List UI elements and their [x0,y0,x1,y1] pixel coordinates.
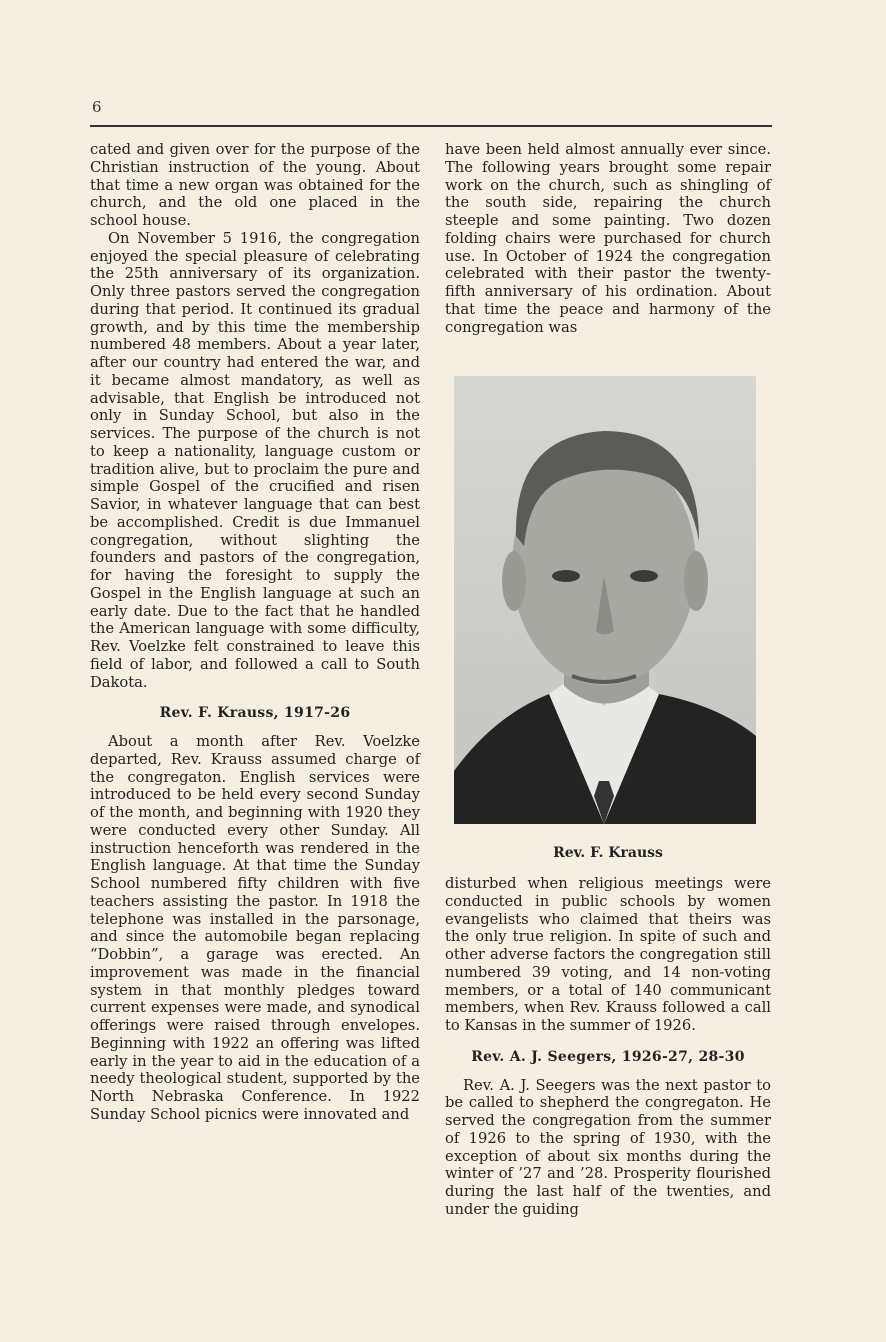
page-number: 6 [92,98,102,116]
paragraph: have been held almost annually ever since. The following years brought some repair work on the church, such as shingling of the south side, repairing the church steeple and some painting. Two dozen folding chairs were purchased for church use. In October of 1924 the congregation celebrated with their pastor the twenty-fifth anniversary of his ordination. About that time the peace and harmony of the congregation was [445,141,771,336]
right-column-top [445,141,771,336]
paragraph: Rev. A. J. Seegers was the next pastor to be called to shepherd the congregaton. He served the congregation from the summer of 1926 to the spring of 1930, with the exception of about six months during the winter of ’27 and ’28. Prosperity flourished during the last half of the twenties, and under the guiding [445,1076,771,1218]
paragraph: About a month after Rev. Voelzke departed, Rev. Krauss assumed charge of the congregaton. English services were introduced to be held every second Sunday of the month, and beginning with 1920 they were conducted every other Sunday. All instruction henceforth was rendered in the English language. At that time the Sunday School numbered fifty children with five teachers assisting the pastor. In 1918 the telephone was installed in the parsonage, and since the automobile began replacing “Dobbin”, a garage was erected. An improvement was made in the financial system in that monthly pledges toward current expenses were made, and synodical offerings were raised through envelopes. Beginning with 1922 an offering was lifted early in the year to aid in the education of a needy theological student, supported by the North Nebraska Conference. In 1922 Sunday School picnics were innovated and [90,733,420,1123]
left-column [90,141,420,1124]
right-column-bottom [445,875,771,1219]
section-heading: Rev. A. J. Seegers, 1926-27, 28-30 [471,1048,745,1065]
photo-caption: Rev. F. Krauss [553,845,663,861]
portrait-photo [454,376,756,824]
paragraph: disturbed when religious meetings were conducted in public schools by women evangelists who claimed that theirs was the only true religion. In spite of such and other adverse factors the congregation still numbered 39 voting, and 14 non-voting members, or a total of 140 communicant members, when Rev. Krauss followed a call to Kansas in the summer of 1926. [445,875,771,1034]
paragraph: On November 5 1916, the congregation enjoyed the special pleasure of celebrating the 25th anniversary of its organization. Only three pastors served the congregation during that period. It continued its gradual growth, and by this time the membership numbered 48 members. About a year later, after our country had entered the war, and it became almost mandatory, as well as advisable, that English be introduced not only in Sunday School, but also in the services. The purpose of the church is not to keep a nationality, language custom or tradition alive, but to proclaim the pure and simple Gospel of the crucified and risen Savior, in whatever language that can best be accomplished. Credit is due Immanuel congregation, without slighting the founders and pastors of the congregation, for having the foresight to supply the Gospel in the English language at such an early date. Due to the fact that he handled the American language with some difficulty, Rev. Voelzke felt constrained to leave this field of labor, and followed a call to South Dakota. [90,229,420,691]
header-rule [90,125,772,127]
section-heading: Rev. F. Krauss, 1917-26 [159,705,351,722]
paragraph: cated and given over for the purpose of the Christian instruction of the young. About that time a new organ was obtained for the church, and the old one placed in the school house. [90,141,420,229]
